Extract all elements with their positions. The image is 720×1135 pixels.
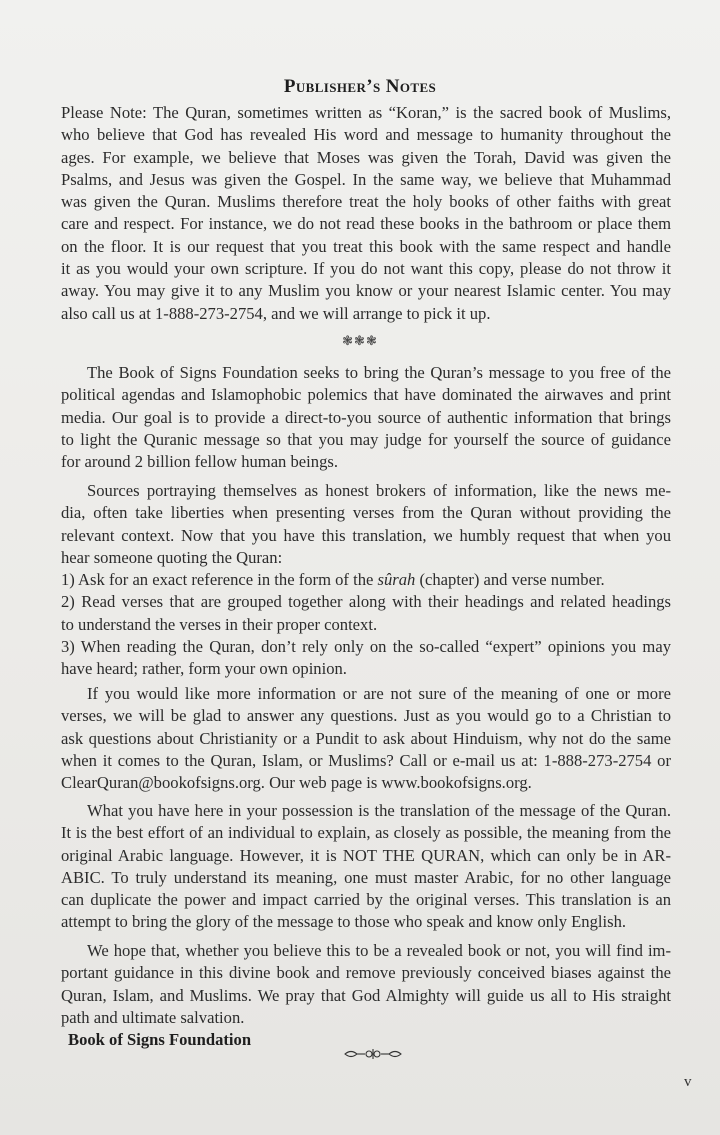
text-line: Please Note: The Quran, sometimes written as “Koran,” is the sacred book of Muslims, (61, 103, 671, 122)
surah-term: sûrah (377, 570, 416, 590)
list-item-continuation: to understand the verses in their proper context. (61, 614, 378, 634)
text-line: ask questions about Christianity or a Pundit to ask about Hinduism, why not do the same (61, 728, 671, 748)
text-line: attempt to bring the glory of the message to those who speak and know only English. (61, 912, 627, 932)
floral-ornament-icon (343, 1047, 403, 1061)
text-line: hear someone quoting the Quran: (61, 547, 283, 567)
text-line: can duplicate the power and impact carried by the original verses. This translation is an (61, 890, 671, 910)
text-line: was given the Quran. Muslims therefore treat the holy books of other faiths with great (61, 192, 671, 212)
paragraph-contact (61, 683, 671, 794)
section-separator: ❃❃❃ (342, 333, 378, 348)
text-line: relevant context. Now that you have this translation, we humbly request that when you (61, 525, 671, 545)
text-line: Psalms, and Jesus was given the Gospel. In the same way, we believe that Muhammad (61, 169, 671, 189)
text-line: We hope that, whether you believe this to be a revealed book or not, you will find im- (87, 941, 671, 960)
paragraph-hope (61, 940, 671, 1029)
text-line: to light the Quranic message so that you may judge for yourself the source of guidance (61, 429, 671, 449)
text-line: away. You may give it to any Muslim you know or your nearest Islamic center. You may (61, 281, 671, 301)
page-title: Publisher’s Notes (283, 76, 437, 97)
text-line: also call us at 1-888-273-2754, and we will arrange to pick it up. (61, 303, 491, 323)
text-line: What you have here in your possession is the translation of the message of the Quran. (87, 801, 671, 820)
text-line: Quran, Islam, and Muslims. We pray that God Almighty will guide us all to His straight (61, 985, 671, 1005)
paragraph-please-note (61, 102, 671, 325)
text-line: If you would like more information or are not sure of the meaning of one or more (87, 684, 671, 703)
list-item: 2) Read verses that are grouped together along with their headings and related headings (61, 592, 671, 612)
list-item: 1) Ask for an exact reference in the form of the sûrah (chapter) and verse number. (61, 570, 605, 590)
text-line: when it comes to the Quran, Islam, or Muslims? Call or e-mail us at: 1-888-273-2754 or (61, 750, 671, 770)
paragraph-translation-note (61, 800, 671, 934)
text-line: The Book of Signs Foundation seeks to bring the Quran’s message to you free of the (87, 363, 671, 382)
list-item-continuation: have heard; rather, form your own opinion. (61, 659, 347, 679)
text-line: political agendas and Islamophobic polemics that have dominated the airwaves and print (61, 385, 671, 405)
text-line: ClearQuran@bookofsigns.org. Our web page is www.bookofsigns.org. (61, 773, 532, 793)
text-line: It is the best effort of an individual to explain, as closely as possible, the meaning from the (61, 823, 671, 843)
text-line: care and respect. For instance, we do not read these books in the bathroom or place them (61, 214, 671, 234)
text-line: Sources portraying themselves as honest brokers of information, like the news me- (87, 481, 671, 500)
list-item: 3) When reading the Quran, don’t rely only on the so-called “expert” opinions you may (61, 637, 671, 657)
text-line: on the floor. It is our request that you treat this book with the same respect and handle (61, 236, 671, 256)
text-line: ages. For example, we believe that Moses was given the Torah, David was given the (61, 147, 671, 167)
text-line: dia, often take liberties when presenting verses from the Quran without providing the (61, 503, 671, 523)
paragraph-sources (61, 480, 671, 681)
text-line: ABIC. To truly understand its meaning, one must master Arabic, for no other language (61, 867, 671, 887)
text-line: portant guidance in this divine book and remove previously conceived biases against the (61, 963, 671, 983)
text-line: for around 2 billion fellow human beings. (61, 452, 338, 472)
text-line: media. Our goal is to provide a direct-to-you source of authentic information that brings (61, 407, 671, 427)
text-line: who believe that God has revealed His word and message to humanity throughout the (61, 125, 671, 145)
text-line: verses, we will be glad to answer any questions. Just as you would go to a Christian to (61, 706, 671, 726)
signature: Book of Signs Foundation (68, 1030, 252, 1049)
paragraph-foundation-mission (61, 362, 671, 473)
text-line: original Arabic language. However, it is NOT THE QURAN, which can only be in AR- (61, 845, 671, 865)
page-number: v (684, 1074, 692, 1090)
text-line: path and ultimate salvation. (61, 1007, 245, 1027)
text-line: it as you would your own scripture. If you do not want this copy, please do not throw it (61, 259, 671, 279)
